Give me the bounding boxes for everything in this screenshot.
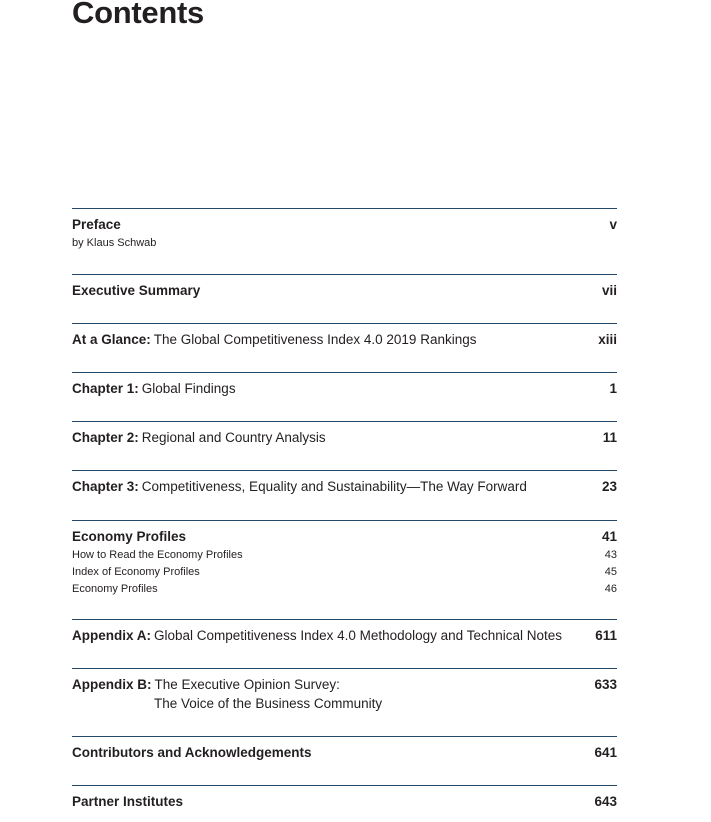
page-number: 23 [601, 479, 617, 494]
toc-entry-at-a-glance[interactable] [72, 323, 617, 372]
toc-entry-contributors[interactable] [72, 736, 617, 785]
toc-entry-appendix-b[interactable] [72, 668, 617, 736]
toc-entry-partner-institutes[interactable] [72, 785, 617, 822]
entry-label: Appendix B: [72, 677, 152, 692]
toc-entry-chapter-1[interactable] [72, 372, 617, 421]
entry-label: Chapter 3: [72, 479, 139, 494]
page-number: v [609, 217, 617, 232]
entry-label: Chapter 2: [72, 430, 139, 445]
subitem-text: Economy Profiles [72, 583, 158, 595]
page-number: 643 [594, 794, 617, 809]
toc-entry-chapter-2[interactable] [72, 421, 617, 470]
entry-label: Preface [72, 217, 121, 232]
page-number: xiii [598, 332, 617, 347]
entry-text: Global Findings [141, 381, 236, 396]
toc-subitem-index[interactable] [72, 564, 617, 581]
entry-text: The Executive Opinion Survey: [154, 677, 340, 692]
entry-text: The Global Competitiveness Index 4.0 2019 Rankings [153, 332, 477, 347]
page-number: 1 [609, 381, 617, 396]
toc-entry-executive-summary[interactable] [72, 274, 617, 323]
entry-text: Competitiveness, Equality and Sustainability—The Way Forward [141, 479, 527, 494]
subitem-text: Index of Economy Profiles [72, 566, 200, 578]
toc-entry-preface[interactable] [72, 208, 617, 274]
page-number: 611 [595, 628, 617, 643]
table-of-contents [72, 208, 617, 822]
entry-label: At a Glance: [72, 332, 151, 347]
entry-label: Chapter 1: [72, 381, 139, 396]
page-title: Contents [72, 0, 204, 30]
toc-subitem-economy-profiles[interactable] [72, 581, 617, 598]
subitem-page-number: 43 [604, 549, 617, 561]
toc-entry-economy-profiles[interactable] [72, 520, 617, 619]
page-number: 641 [594, 745, 617, 760]
toc-entry-appendix-a[interactable] [72, 619, 617, 668]
entry-label: Appendix A: [72, 628, 151, 643]
entry-text-continued: The Voice of the Business Community [154, 696, 383, 711]
toc-entry-chapter-3[interactable] [72, 470, 617, 520]
subitem-page-number: 45 [604, 566, 617, 578]
toc-subitem-how-to-read[interactable] [72, 547, 617, 564]
entry-label: Economy Profiles [72, 529, 187, 544]
entry-text: Global Competitiveness Index 4.0 Methodology and Technical Notes [154, 628, 562, 643]
page-number: vii [601, 283, 617, 298]
page-number: 41 [601, 529, 617, 544]
entry-label: Executive Summary [72, 283, 201, 298]
subitem-text: How to Read the Economy Profiles [72, 549, 243, 561]
entry-label: Partner Institutes [72, 794, 184, 809]
entry-text: Regional and Country Analysis [141, 430, 326, 445]
byline: by Klaus Schwab [72, 237, 157, 249]
subitem-page-number: 46 [604, 583, 617, 595]
entry-label: Contributors and Acknowledgements [72, 745, 312, 760]
page-number: 11 [602, 430, 617, 445]
page-number: 633 [594, 677, 617, 692]
